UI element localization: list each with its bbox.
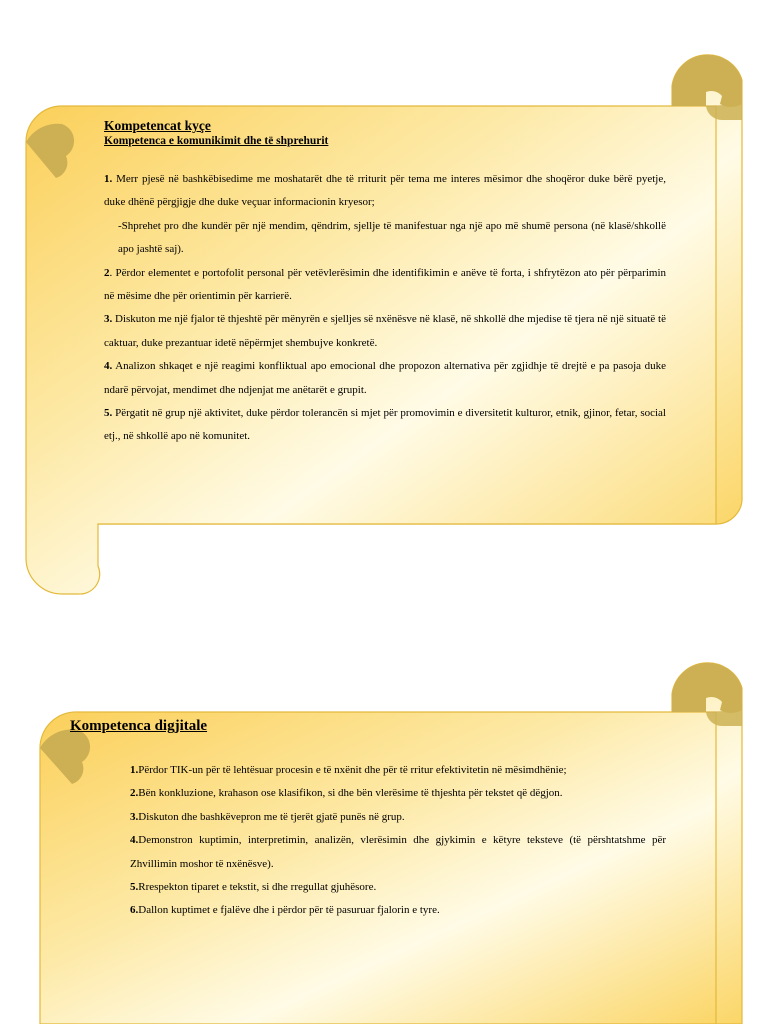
- list-item: 1.Përdor TIK-un për të lehtësuar procesin e të nxënit dhe për të rritur efektivitetin në mësimdhënie;: [130, 764, 567, 776]
- list-item: 3.Diskuton dhe bashkëvepron me të tjerët gjatë punës në grup.: [130, 810, 405, 823]
- scroll-2-content: [70, 716, 666, 923]
- scroll-1-content: [104, 118, 666, 449]
- list-item: 2. Përdor elementet e portofolit personal për vetëvlerësimin dhe identifikimin e anëve të forta, i shfrytëzon ato për përparimin në mësime dhe për orientimin për karrierë.: [104, 266, 666, 303]
- section-title: Kompetenca digjitale: [70, 718, 208, 734]
- list-item: -Shprehet pro dhe kundër për një mendim, qëndrim, sjellje të manifestuar nga një apo më shumë persona (në klasë/shkollë apo jashtë saj).: [118, 219, 666, 256]
- list-item: 4.Demonstron kuptimin, interpretimin, analizën, vlerësimin dhe gjykimin e këtyre teksteve (të përshtatshme për Zhvillimin moshor të nxënësve).: [130, 834, 666, 870]
- list-item: 4. Analizon shkaqet e një reagimi konfliktual apo emocional dhe propozon alternativa për zgjidhje të drejtë e pa pasoja duke ndarë përvojat, mendimet dhe ndjenjat me anëtarët e grupit.: [104, 360, 666, 396]
- list-item: 6.Dallon kuptimet e fjalëve dhe i përdor për të pasuruar fjalorin e tyre.: [130, 904, 440, 917]
- list-item: 1. Merr pjesë në bashkëbisedime me moshatarët dhe të rriturit për tema me interes mësimor dhe shoqëror duke bërë pyetje, duke dhënë përgjigje dhe duke veçuar informacionin kryesor;: [104, 173, 666, 209]
- list-item: 5. Përgatit në grup një aktivitet, duke përdor tolerancën si mjet për promovimin e diversitetit kulturor, etnik, gjinor, fetar, social etj., në shkollë apo në komunitet.: [104, 407, 666, 443]
- list-item: 5.Rrespekton tiparet e tekstit, si dhe rregullat gjuhësore.: [130, 881, 377, 894]
- page-title: Kompetencat kyçe: [104, 118, 211, 133]
- section-subtitle: Kompetenca e komunikimit dhe të shprehurit: [104, 135, 329, 147]
- list-item: 3. Diskuton me një fjalor të thjeshtë për mënyrën e sjelljes së nxënësve në klasë, në shkollë dhe mjedise të tjera në një situatë të caktuar, duke prezantuar idetë nëpërmjet shembujve konkretë.: [104, 313, 666, 349]
- list-item: 2.Bën konkluzione, krahason ose klasifikon, si dhe bën vlerësime të thjeshta për tekstet që dëgjon.: [130, 787, 563, 800]
